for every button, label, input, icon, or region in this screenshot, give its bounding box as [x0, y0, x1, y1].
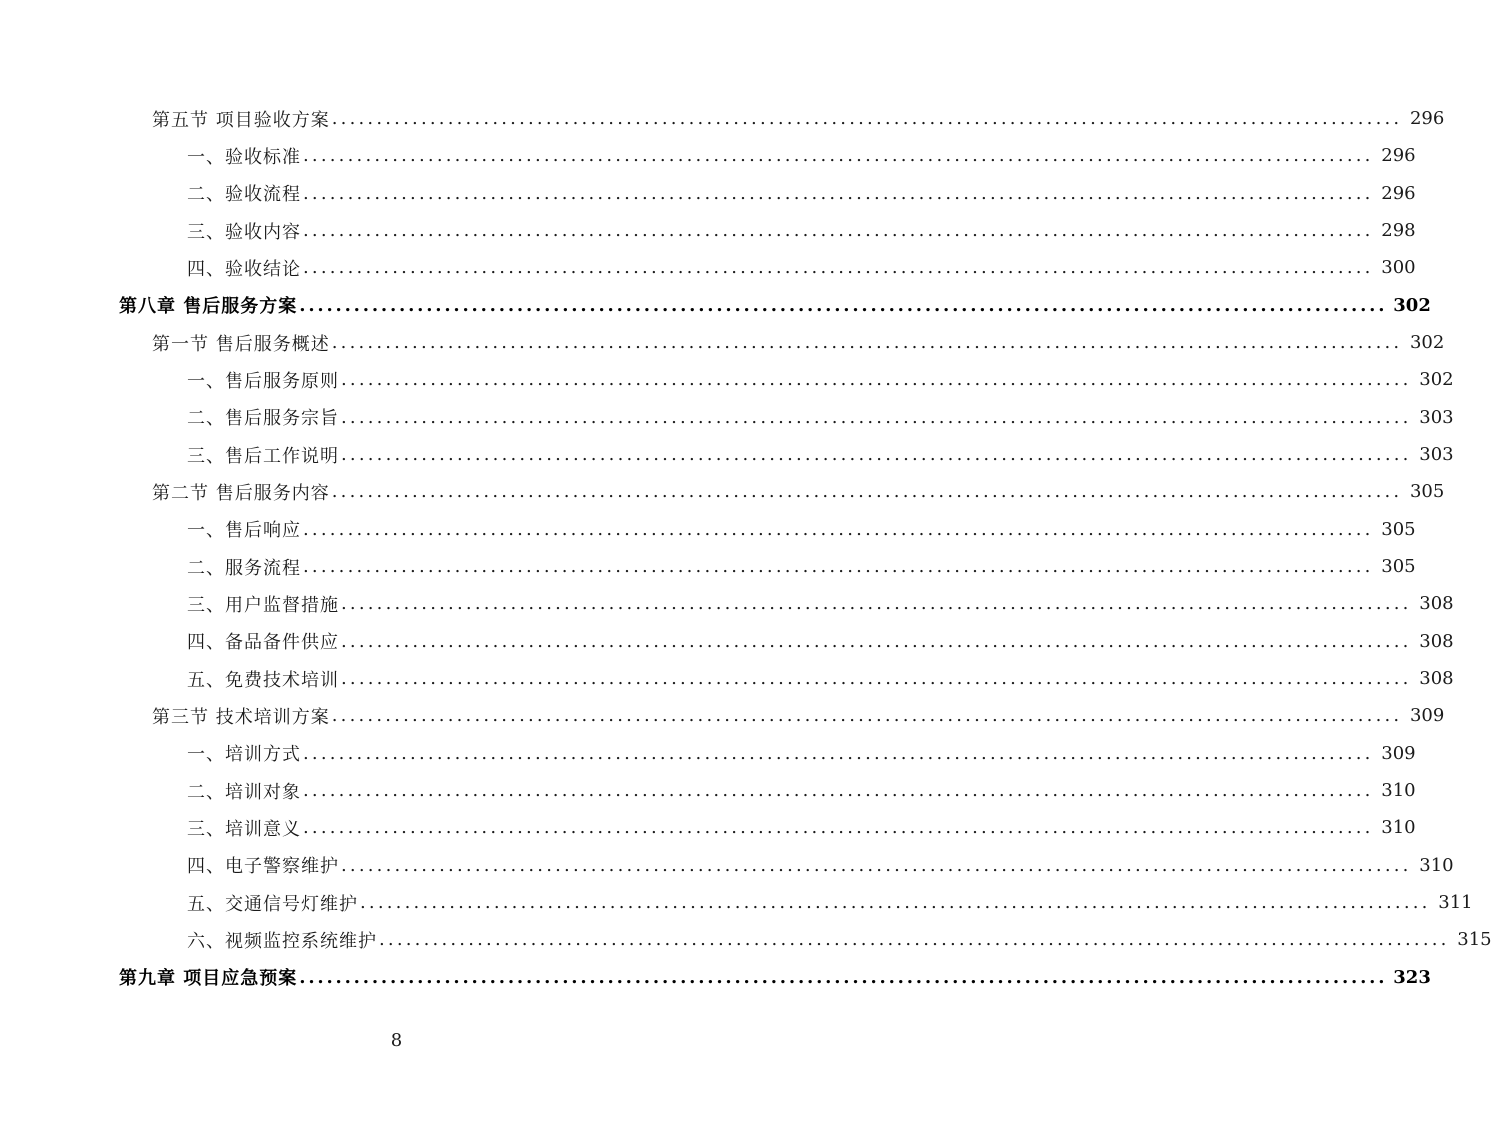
- toc-dot-leader: ........................................................................................................................: [360, 892, 1431, 914]
- toc-entry-page: 305: [1409, 481, 1445, 503]
- toc-dot-leader: ........................................................................................................................: [303, 182, 1374, 204]
- toc-entry-page: 308: [1419, 668, 1454, 690]
- toc-entry[interactable]: [0, 884, 1473, 921]
- toc-entry[interactable]: [0, 361, 1454, 398]
- toc-entry-page: 302: [1419, 369, 1454, 391]
- toc-entry[interactable]: [0, 735, 1416, 772]
- toc-entry-title: 四、电子警察维护: [187, 856, 339, 878]
- toc-entry-title: 二、售后服务宗旨: [187, 408, 339, 430]
- toc-entry-title: 第一节 售后服务概述: [152, 333, 330, 355]
- toc-entry[interactable]: [0, 249, 1416, 286]
- toc-entry-page: 303: [1419, 406, 1454, 428]
- toc-entry-title: 第三节 技术培训方案: [152, 706, 330, 728]
- toc-dot-leader: ........................................................................................................................: [331, 332, 1403, 354]
- toc-dot-leader: ........................................................................................................................: [331, 705, 1403, 727]
- toc-entry-page: 296: [1409, 108, 1445, 130]
- toc-entry[interactable]: [0, 100, 1445, 137]
- toc-entry-page: 298: [1381, 220, 1416, 242]
- toc-entry-title: 第五节 项目验收方案: [152, 109, 330, 131]
- toc-dot-leader: ........................................................................................................................: [331, 481, 1403, 503]
- toc-entry-title: 二、验收流程: [187, 184, 301, 206]
- toc-dot-leader: ........................................................................................................................: [341, 444, 1412, 466]
- toc-entry-title: 第八章 售后服务方案: [119, 296, 298, 318]
- toc-dot-leader: ........................................................................................................................: [303, 742, 1374, 764]
- toc-entry-title: 一、售后响应: [187, 520, 301, 542]
- toc-dot-leader: ........................................................................................................................: [331, 108, 1403, 130]
- toc-entry-page: 309: [1409, 705, 1445, 727]
- toc-entry-title: 五、免费技术培训: [187, 669, 339, 691]
- toc-entry[interactable]: [0, 473, 1445, 510]
- toc-dot-leader: ........................................................................................................................: [303, 518, 1374, 540]
- toc-entry-page: 296: [1381, 145, 1416, 167]
- toc-entry-page: 310: [1419, 854, 1454, 876]
- toc-entry-page: 315: [1457, 929, 1492, 951]
- toc-entry-page: 305: [1381, 518, 1416, 540]
- toc-dot-leader: ........................................................................................................................: [341, 369, 1412, 391]
- toc-entry-page: 310: [1381, 817, 1416, 839]
- toc-entry-page: 296: [1381, 182, 1416, 204]
- toc-entry[interactable]: [0, 212, 1416, 249]
- toc-dot-leader: ........................................................................................................................: [303, 257, 1374, 279]
- toc-entry-page: 303: [1419, 444, 1454, 466]
- toc-entry-title: 六、视频监控系统维护: [187, 930, 377, 952]
- toc-entry-title: 二、培训对象: [187, 781, 301, 803]
- toc-entry[interactable]: [0, 511, 1416, 548]
- toc-entry-title: 一、培训方式: [187, 744, 301, 766]
- toc-entry-title: 三、培训意义: [187, 818, 301, 840]
- toc-entry-title: 三、售后工作说明: [187, 445, 339, 467]
- toc-entry[interactable]: [0, 809, 1416, 846]
- toc-entry-page: 300: [1381, 257, 1416, 279]
- toc-entry-page: 310: [1381, 780, 1416, 802]
- toc-entry-title: 一、售后服务原则: [187, 370, 339, 392]
- toc-entry[interactable]: [0, 137, 1416, 174]
- toc-dot-leader: ........................................................................................................................: [303, 220, 1374, 242]
- toc-dot-leader: ........................................................................................................................: [303, 145, 1374, 167]
- toc-chapter-entry[interactable]: [0, 959, 1431, 996]
- toc-entry-page: 308: [1419, 593, 1454, 615]
- toc-entry-page: 308: [1419, 630, 1454, 652]
- toc-entry[interactable]: [0, 660, 1454, 697]
- toc-entry-title: 三、用户监督措施: [187, 594, 339, 616]
- toc-entry[interactable]: [0, 772, 1416, 809]
- toc-dot-leader: ........................................................................................................................: [341, 593, 1412, 615]
- toc-dot-leader: ........................................................................................................................: [341, 406, 1412, 428]
- toc-entry[interactable]: [0, 623, 1454, 660]
- toc-entry-title: 五、交通信号灯维护: [187, 893, 358, 915]
- page-number: 8: [390, 1030, 403, 1051]
- toc-dot-leader: ........................................................................................................................: [341, 668, 1412, 690]
- toc-entry[interactable]: [0, 399, 1454, 436]
- toc-chapter-entry[interactable]: [0, 287, 1431, 324]
- toc-entry[interactable]: [0, 436, 1454, 473]
- toc-dot-leader: ........................................................................................................................: [299, 966, 1388, 988]
- toc-entry-title: 第九章 项目应急预案: [119, 968, 298, 990]
- toc-entry-title: 四、备品备件供应: [187, 632, 339, 654]
- toc-entry[interactable]: [0, 921, 1492, 958]
- toc-entry-title: 二、服务流程: [187, 557, 301, 579]
- toc-dot-leader: ........................................................................................................................: [341, 630, 1412, 652]
- toc-dot-leader: ........................................................................................................................: [303, 817, 1374, 839]
- toc-entry-page: 302: [1393, 294, 1431, 316]
- toc-entry[interactable]: [0, 324, 1445, 361]
- toc-entry-page: 305: [1381, 556, 1416, 578]
- toc-entry-page: 309: [1381, 742, 1416, 764]
- toc-dot-leader: ........................................................................................................................: [299, 294, 1388, 316]
- table-of-contents: [0, 100, 1492, 996]
- toc-entry-page: 302: [1409, 332, 1445, 354]
- toc-entry-title: 一、验收标准: [187, 146, 301, 168]
- toc-entry-page: 311: [1438, 892, 1473, 914]
- toc-entry-title: 第二节 售后服务内容: [152, 482, 330, 504]
- toc-dot-leader: ........................................................................................................................: [303, 556, 1374, 578]
- toc-entry[interactable]: [0, 697, 1445, 734]
- toc-entry-page: 323: [1393, 966, 1431, 988]
- toc-entry[interactable]: [0, 548, 1416, 585]
- toc-dot-leader: ........................................................................................................................: [379, 929, 1450, 951]
- toc-entry[interactable]: [0, 585, 1454, 622]
- toc-entry-title: 三、验收内容: [187, 221, 301, 243]
- toc-entry[interactable]: [0, 847, 1454, 884]
- toc-entry-title: 四、验收结论: [187, 258, 301, 280]
- toc-entry[interactable]: [0, 175, 1416, 212]
- toc-dot-leader: ........................................................................................................................: [341, 854, 1412, 876]
- toc-dot-leader: ........................................................................................................................: [303, 780, 1374, 802]
